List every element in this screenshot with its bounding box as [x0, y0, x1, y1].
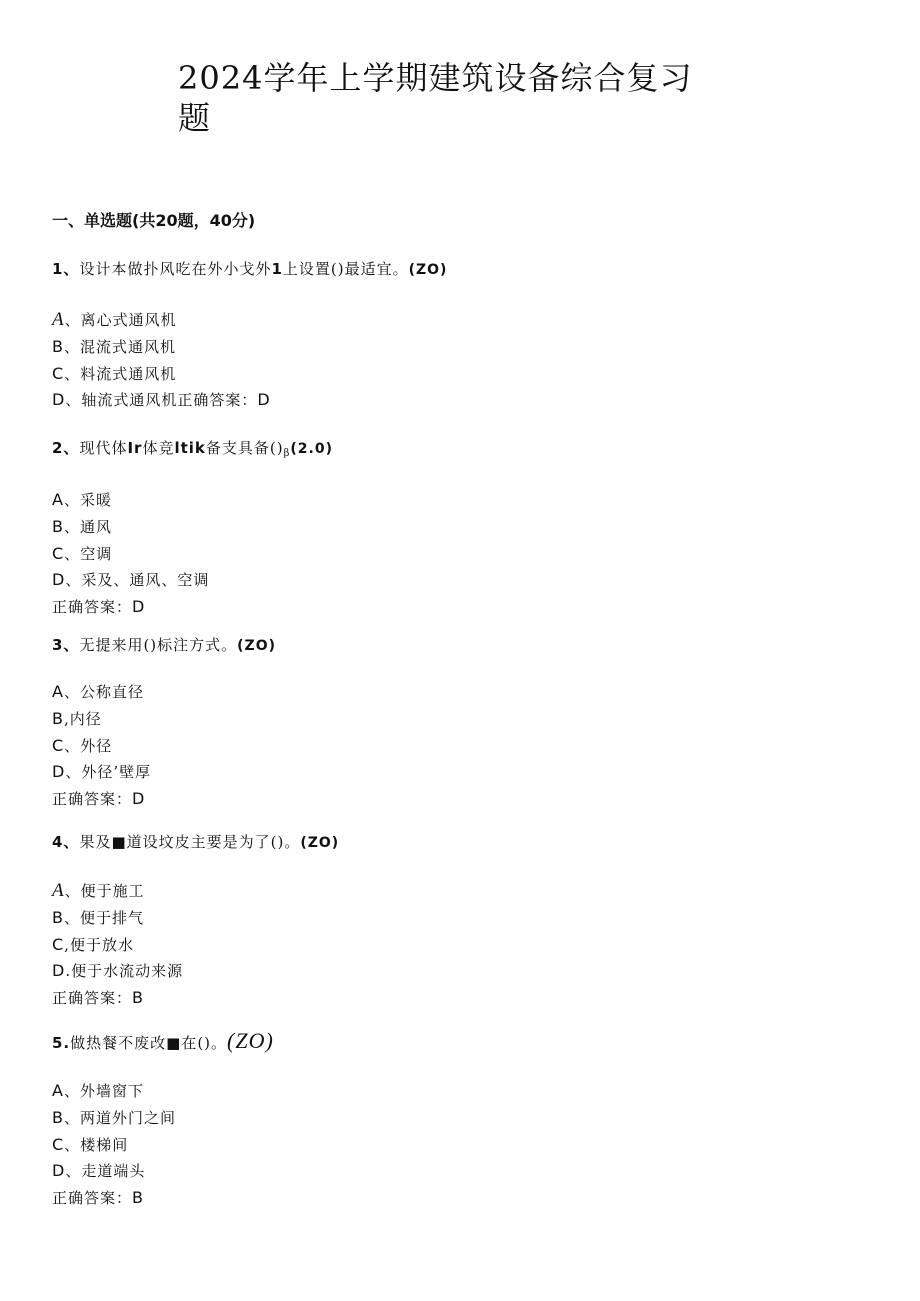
option-a	[52, 878, 852, 905]
answer-value: D	[132, 789, 146, 809]
question-stem: 果及■道设坟皮主要是为了()。	[79, 833, 301, 851]
option-a	[52, 1078, 852, 1105]
option-text: 混流式通风机	[80, 337, 177, 356]
answer-value: B	[132, 988, 144, 1008]
question-4	[52, 831, 852, 1012]
option-letter: B	[52, 516, 64, 536]
option-c	[52, 1132, 852, 1159]
question-number: 5.	[52, 1034, 71, 1052]
option-separator: 、	[64, 311, 81, 329]
option-text: 外墙窗下	[79, 1082, 144, 1100]
option-letter: D	[52, 762, 66, 782]
option-separator: 、	[64, 736, 81, 755]
option-separator: 、	[64, 544, 81, 563]
option-text: 外径’壁厚	[81, 763, 152, 782]
option-b	[52, 334, 852, 361]
option-text: 轴流式通风机正确答案：	[81, 391, 258, 410]
option-text: 楼梯间	[80, 1135, 129, 1154]
option-separator: 、	[65, 571, 82, 590]
answer-line	[52, 594, 852, 621]
answer-label: 正确答案：	[52, 790, 133, 809]
option-separator: 、	[63, 491, 80, 509]
option-text: 便于水流动来源	[71, 962, 184, 981]
option-b	[52, 1105, 852, 1132]
answer-value: B	[132, 1188, 144, 1208]
document-title: 2024学年上学期建筑设备综合复习题	[178, 59, 693, 137]
question-5	[52, 1030, 852, 1212]
question-score: (ZO)	[408, 262, 448, 278]
option-separator: 、	[63, 683, 80, 701]
question-stem-rest: 体竞	[142, 439, 175, 457]
question-subscript: β	[283, 448, 291, 459]
option-text: 料流式通风机	[80, 364, 177, 383]
option-letter: C	[52, 363, 65, 383]
option-text: 采及、通风、空调	[81, 571, 210, 590]
option-separator: 、	[63, 908, 80, 927]
answer-line	[52, 786, 852, 813]
option-separator: ,	[64, 935, 70, 954]
question-3	[52, 634, 852, 813]
option-letter: A	[52, 682, 64, 701]
option-d	[52, 958, 852, 985]
option-letter: A	[52, 309, 65, 330]
question-score: (ZO)	[300, 835, 340, 851]
option-text: 外径	[80, 736, 113, 755]
option-text: 便于放水	[69, 935, 134, 954]
answer-value: D	[257, 390, 271, 410]
option-b	[52, 514, 852, 541]
option-separator: 、	[63, 1082, 80, 1100]
option-separator: 、	[64, 882, 81, 900]
option-text: 空调	[80, 544, 113, 563]
question-stem-bold-2: ltik	[174, 439, 206, 457]
question-stem: 现代体	[79, 439, 128, 457]
option-separator: 、	[65, 763, 82, 782]
answer-label: 正确答案：	[52, 598, 133, 617]
option-letter: D	[52, 961, 66, 981]
option-text: 离心式通风机	[80, 311, 177, 329]
question-score: (2.0)	[290, 441, 333, 457]
option-text: 采暖	[79, 491, 112, 509]
question-stem-bold: 1	[271, 260, 283, 278]
option-letter: D	[52, 1161, 66, 1181]
answer-value: D	[132, 597, 146, 617]
question-stem-rest-2: 备支具备()	[205, 439, 284, 457]
option-letter: B	[52, 907, 64, 927]
option-separator: ,	[63, 709, 70, 728]
option-text: 走道端头	[81, 1162, 146, 1181]
option-a	[52, 679, 852, 706]
option-c	[52, 733, 852, 760]
option-letter: D	[52, 570, 66, 590]
option-letter: B	[52, 336, 64, 356]
question-2-text	[52, 437, 852, 465]
question-5-options	[52, 1078, 852, 1212]
question-2	[52, 437, 852, 621]
option-c	[52, 932, 852, 959]
question-1	[52, 258, 852, 414]
question-3-text	[52, 634, 852, 657]
option-text: 内径	[69, 709, 102, 728]
option-text: 两道外门之间	[80, 1108, 177, 1127]
option-letter: A	[52, 880, 65, 901]
question-stem: 做热餐不废改■在()。	[70, 1034, 228, 1052]
option-separator: 、	[64, 364, 81, 383]
answer-line	[52, 1185, 852, 1212]
option-c	[52, 541, 852, 568]
option-separator: 、	[63, 517, 80, 536]
option-letter: C	[52, 735, 65, 755]
option-text: 通风	[80, 517, 113, 536]
question-stem: 设计本做扑风吃在外小戈外	[79, 260, 272, 278]
option-letter: C	[52, 1134, 65, 1154]
option-letter: A	[52, 1081, 64, 1100]
option-text: 公称直径	[79, 683, 144, 701]
option-b	[52, 706, 852, 733]
option-c	[52, 361, 852, 388]
question-4-text	[52, 831, 852, 854]
option-d	[52, 1158, 852, 1185]
question-number: 3、	[52, 636, 80, 654]
answer-line	[52, 985, 852, 1012]
answer-label: 正确答案：	[52, 1189, 133, 1208]
option-separator: 、	[65, 1162, 82, 1181]
option-separator: 、	[63, 337, 80, 356]
question-stem: 无提来用()标注方式。	[79, 636, 238, 654]
option-separator: .	[65, 962, 72, 981]
option-b	[52, 905, 852, 932]
option-d	[52, 387, 852, 414]
question-number: 1、	[52, 260, 80, 278]
question-score: (ZO)	[237, 638, 277, 654]
option-separator: 、	[65, 391, 82, 410]
option-separator: 、	[63, 1108, 80, 1127]
question-stem-bold: Ir	[127, 439, 143, 457]
option-letter: C	[52, 543, 65, 563]
option-letter: C	[52, 934, 65, 954]
option-d	[52, 759, 852, 786]
question-5-text	[52, 1030, 852, 1054]
question-stem-rest: 上设置()最适宜。	[282, 260, 409, 278]
question-score: (ZO)	[227, 1028, 274, 1053]
option-text: 便于施工	[80, 882, 145, 900]
question-1-text	[52, 258, 852, 281]
option-letter: B	[52, 1107, 64, 1127]
question-2-options	[52, 487, 852, 621]
option-letter: D	[52, 390, 66, 410]
question-3-options	[52, 679, 852, 813]
option-letter: B	[52, 708, 64, 728]
question-number: 4、	[52, 833, 80, 851]
option-text: 便于排气	[80, 908, 145, 927]
option-a	[52, 487, 852, 514]
option-letter: A	[52, 490, 64, 509]
question-4-options	[52, 878, 852, 1012]
answer-label: 正确答案：	[52, 989, 133, 1008]
option-d	[52, 567, 852, 594]
section-heading: 一、单选题(共20题，40分)	[52, 211, 256, 230]
question-number: 2、	[52, 439, 80, 457]
option-separator: 、	[64, 1135, 81, 1154]
question-1-options	[52, 307, 852, 414]
option-a	[52, 307, 852, 334]
